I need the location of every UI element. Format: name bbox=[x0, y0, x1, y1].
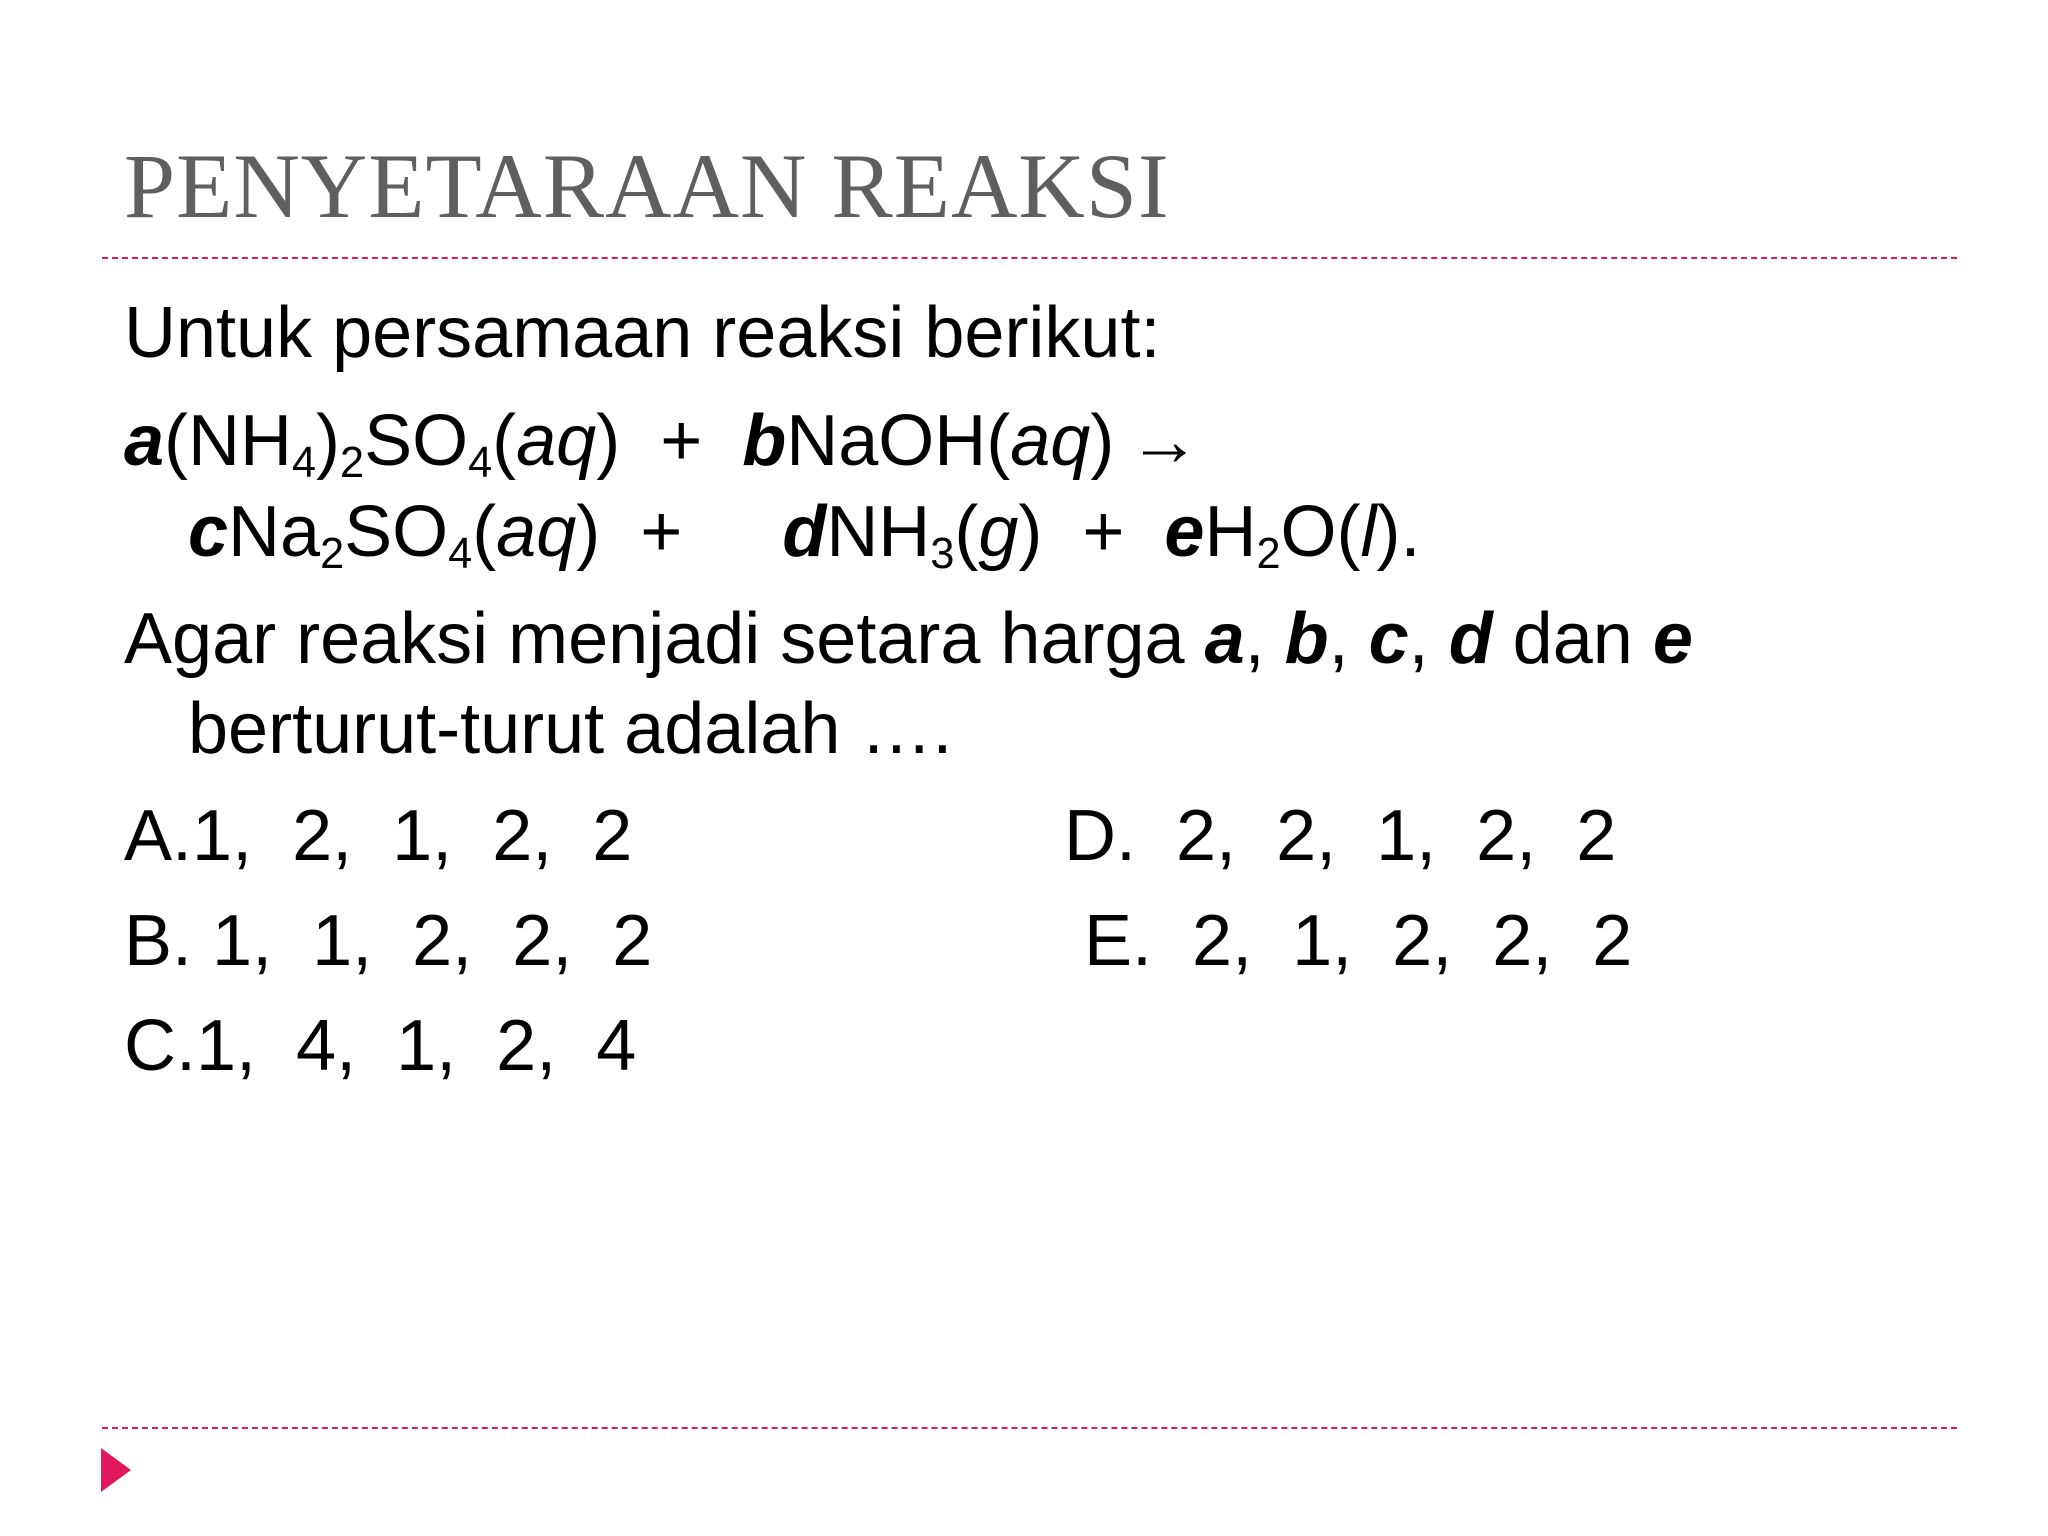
state-aq: aq bbox=[516, 401, 597, 481]
question-c: c bbox=[1368, 599, 1409, 679]
coefficient-c: c bbox=[188, 492, 229, 572]
coefficient-a: a bbox=[124, 401, 165, 481]
reaction-arrow: → bbox=[1128, 401, 1201, 481]
coefficient-d: d bbox=[782, 492, 827, 572]
intro-text: Untuk persamaan reaksi berikut: bbox=[124, 293, 1161, 373]
question-line-2: berturut-turut adalah …. bbox=[188, 689, 953, 769]
state-aq: aq bbox=[496, 492, 577, 572]
question-a: a bbox=[1204, 599, 1245, 679]
option-c: C.1, 4, 1, 2, 4 bbox=[124, 1006, 637, 1086]
equation-part: ). bbox=[1376, 492, 1421, 572]
option-e: E. 2, 1, 2, 2, 2 bbox=[1084, 901, 1633, 981]
equation-part: Na bbox=[228, 492, 321, 572]
question-d: d bbox=[1448, 599, 1493, 679]
triangle-bullet-icon bbox=[101, 1448, 131, 1492]
subscript: 3 bbox=[930, 530, 955, 579]
coefficient-e: e bbox=[1164, 492, 1205, 572]
subscript: 4 bbox=[448, 530, 473, 579]
subscript: 2 bbox=[340, 439, 365, 488]
subscript: 2 bbox=[1256, 530, 1281, 579]
dan-text: dan bbox=[1492, 599, 1653, 679]
separator: , bbox=[1408, 599, 1449, 679]
equation-part: SO bbox=[344, 492, 449, 572]
equation-part: (NH bbox=[164, 401, 293, 481]
subscript: 4 bbox=[292, 439, 317, 488]
state-aq: aq bbox=[1010, 401, 1091, 481]
equation-line-1 bbox=[124, 401, 1201, 488]
state-l: l bbox=[1360, 492, 1377, 572]
subscript: 4 bbox=[468, 439, 493, 488]
equation-part: SO bbox=[364, 401, 469, 481]
equation-part: ) bbox=[596, 401, 621, 481]
equation-part: ) bbox=[1090, 401, 1115, 481]
coefficient-b: b bbox=[742, 401, 787, 481]
bottom-divider bbox=[102, 1427, 1957, 1429]
state-g: g bbox=[978, 492, 1019, 572]
equation-part: NH bbox=[826, 492, 931, 572]
equation-part: ) bbox=[576, 492, 601, 572]
equation-part: ( bbox=[954, 492, 979, 572]
option-b: B. 1, 1, 2, 2, 2 bbox=[124, 901, 653, 981]
option-d: D. 2, 2, 1, 2, 2 bbox=[1064, 796, 1617, 876]
equation-part: ( bbox=[492, 401, 517, 481]
plus-sign: + bbox=[600, 492, 783, 572]
slide-title: PENYETARAAN REAKSI bbox=[124, 135, 1170, 237]
equation-part: NaOH( bbox=[786, 401, 1011, 481]
equation-part: H bbox=[1204, 492, 1257, 572]
question-line-1 bbox=[124, 599, 1693, 679]
separator: , bbox=[1244, 599, 1285, 679]
question-e: e bbox=[1652, 599, 1693, 679]
separator: , bbox=[1328, 599, 1369, 679]
top-divider bbox=[102, 257, 1957, 259]
equation-part: ) bbox=[1018, 492, 1043, 572]
question-b: b bbox=[1284, 599, 1329, 679]
option-a: A.1, 2, 1, 2, 2 bbox=[124, 796, 633, 876]
subscript: 2 bbox=[320, 530, 345, 579]
equation-part: ( bbox=[472, 492, 497, 572]
question-text: Agar reaksi menjadi setara harga bbox=[124, 599, 1205, 679]
equation-part: O( bbox=[1280, 492, 1361, 572]
equation-line-2 bbox=[188, 492, 1421, 579]
plus-sign: + bbox=[620, 401, 743, 481]
plus-sign: + bbox=[1042, 492, 1165, 572]
equation-part: ) bbox=[316, 401, 341, 481]
